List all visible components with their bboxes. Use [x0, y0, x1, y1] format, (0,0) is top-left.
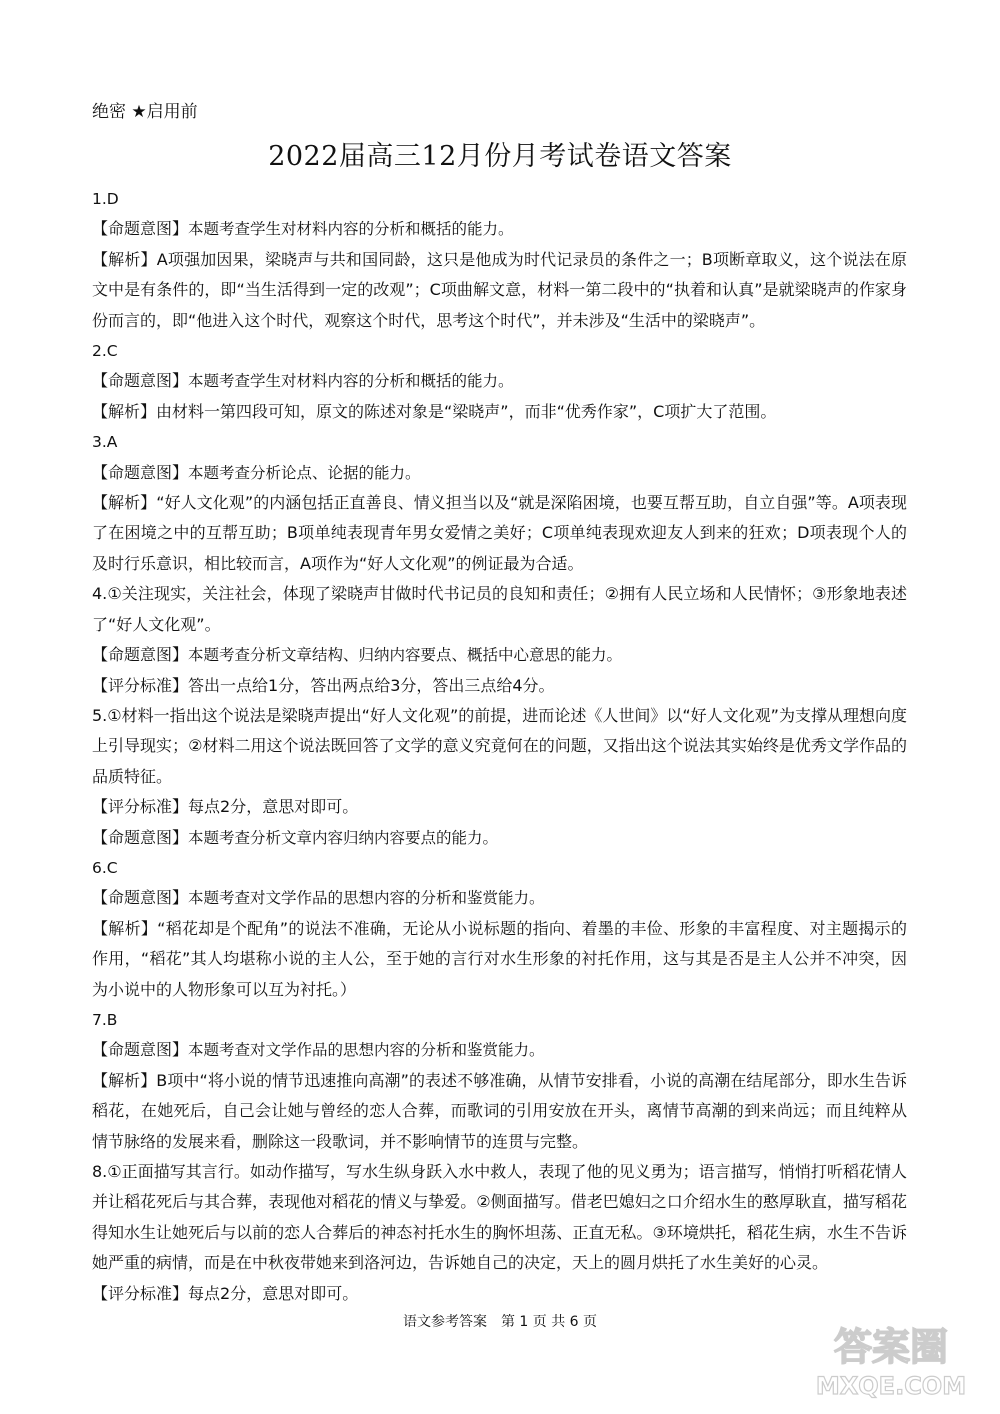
section-text: 本题考查分析文章内容归纳内容要点的能力。 [188, 828, 499, 847]
answer-paragraph [92, 883, 907, 913]
section-text: B项中“将小说的情节迅速推向高潮”的表述不够准确，从情节安排看，小说的高潮在结尾部分，即水生告诉稻花，在她死后，自己会让她与曾经的恋人合葬，而歌词的引用安放在开头，离情节高潮的到来尚远；而且纯粹从情节脉络的发展来看，删除这一段歌词，并不影响情节的连贯与完整。 [92, 1070, 907, 1151]
section-label: 【解析】 [92, 1070, 157, 1090]
answer-paragraph [92, 458, 907, 488]
section-label: 【命题意图】 [92, 1040, 189, 1060]
section-text: 答出一点给1分，答出两点给3分，答出三点给4分。 [188, 675, 555, 695]
section-label: 【解析】 [92, 249, 157, 269]
watermark-text: 答案圈 [833, 1325, 949, 1369]
section-text: 每点2分，意思对即可。 [188, 797, 359, 817]
section-label: 【命题意图】 [92, 462, 189, 482]
section-label: 【命题意图】 [92, 888, 189, 908]
section-text: 4.①关注现实，关注社会，体现了梁晓声甘做时代书记员的良知和责任；②拥有人民立场和人民情怀；③形象地表述了“好人文化观”。 [92, 584, 907, 634]
section-text: 8.①正面描写其言行。如动作描写，写水生纵身跃入水中救人，表现了他的见义勇为；语言描写，悄悄打听稻花情人并让稻花死后与其合葬，表现他对稻花的情义与挚爱。②侧面描写。借老巴媳妇之口介绍水生的憨厚耿直，描写稻花得知水生让她死后与以前的恋人合葬后的神态衬托水生的胸怀坦荡、正直无私。③环境烘托，稻花生病，水生不告诉她严重的病情，而是在中秋夜带她来到洛河边，告诉她自己的决定，天上的圆月烘托了水生美好的心灵。 [92, 1162, 907, 1273]
page-footer: 语文参考答案 第 1 页 共 6 页 [402, 1314, 598, 1330]
question-number: 7.B [92, 1010, 118, 1029]
answer-paragraph [92, 792, 907, 822]
confidential-marking: 绝密 ★启用前 [92, 102, 198, 122]
section-text: 由材料一第四段可知，原文的陈述对象是“梁晓声”，而非“优秀作家”，C项扩大了范围。 [156, 401, 777, 421]
answer-paragraph [92, 914, 907, 1005]
answer-paragraph [92, 640, 907, 670]
section-label: 【评分标准】 [92, 1283, 189, 1303]
page-title: 2022届高三12月份月考试卷语文答案 [268, 141, 732, 172]
question-number: 2.C [92, 342, 118, 361]
answer-paragraph [92, 671, 907, 701]
answer-paragraph [92, 366, 907, 396]
section-text: 每点2分，意思对即可。 [188, 1283, 359, 1303]
answer-paragraph [92, 245, 907, 336]
section-label: 【解析】 [92, 918, 158, 938]
section-label: 【命题意图】 [92, 645, 189, 665]
section-text: 5.①材料一指出这个说法是梁晓声提出“好人文化观”的前提，进而论述《人世间》以“好人文化观”为支撑从理想向度上引导现实；②材料二用这个说法既回答了文学的意义究竟何在的问题，又指出这个说法其实始终是优秀文学作品的品质特征。 [92, 705, 907, 786]
answer-paragraph [92, 1279, 907, 1309]
site-watermark-logo [796, 1312, 986, 1402]
answer-paragraph [92, 1066, 907, 1157]
answer-paragraph [92, 488, 907, 579]
answer-paragraph [92, 214, 907, 244]
section-text: A项强加因果，梁晓声与共和国同龄，这只是他成为时代记录员的条件之一；B项断章取义，这个说法在原文中是有条件的，即“当生活得到一定的改观”；C项曲解文意，材料一第二段中的“执着和认真”是就梁晓声的作家身份而言的，即“他进入这个时代，观察这个时代，思考这个时代”，并未涉及“生活中的梁晓声”。 [92, 249, 907, 330]
section-text: 本题考查对文学作品的思想内容的分析和鉴赏能力。 [188, 889, 545, 908]
answer-paragraph [92, 1035, 907, 1065]
section-text: 本题考查分析论点、论据的能力。 [188, 463, 421, 482]
answer-text [92, 701, 907, 792]
section-text: 本题考查对文学作品的思想内容的分析和鉴赏能力。 [188, 1041, 545, 1060]
section-text: 本题考查学生对材料内容的分析和概括的能力。 [188, 220, 514, 239]
question-number: 6.C [92, 858, 118, 877]
section-label: 【命题意图】 [92, 219, 189, 239]
section-text: “好人文化观”的内涵包括正直善良、情义担当以及“就是深陷困境，也要互帮互助，自立自强”等。A项表现了在困境之中的互帮互助；B项单纯表现青年男女爱情之美好；C项单纯表现欢迎友人到来的狂欢；D项表现个人的及时行乐意识，相比较而言，A项作为“好人文化观”的例证最为合适。 [92, 493, 907, 573]
section-label: 【评分标准】 [92, 675, 189, 695]
section-text: “稻花却是个配角”的说法不准确，无论从小说标题的指向、着墨的丰俭、形象的丰富程度、对主题揭示的作用，“稻花”其人均堪称小说的主人公，至于她的言行对水生形象的衬托作用，这与其是否是主人公并不冲突，因为小说中的人物形象可以互为衬托。） [92, 918, 907, 999]
answer-paragraph [92, 823, 907, 853]
answer-text [92, 579, 907, 640]
question-number: 1.D [92, 190, 119, 208]
section-label: 【评分标准】 [92, 797, 189, 817]
question-number: 3.A [92, 433, 118, 452]
section-label: 【解析】 [92, 493, 157, 513]
section-label: 【解析】 [92, 401, 157, 421]
section-text: 本题考查分析文章结构、归纳内容要点、概括中心意思的能力。 [188, 646, 623, 665]
answer-text [92, 1157, 907, 1279]
watermark-url: MXQE.COM [815, 1372, 967, 1400]
section-label: 【命题意图】 [92, 827, 189, 847]
section-text: 本题考查学生对材料内容的分析和概括的能力。 [188, 372, 514, 391]
answer-paragraph [92, 397, 907, 427]
answer-content [92, 184, 907, 1309]
section-label: 【命题意图】 [92, 371, 189, 391]
